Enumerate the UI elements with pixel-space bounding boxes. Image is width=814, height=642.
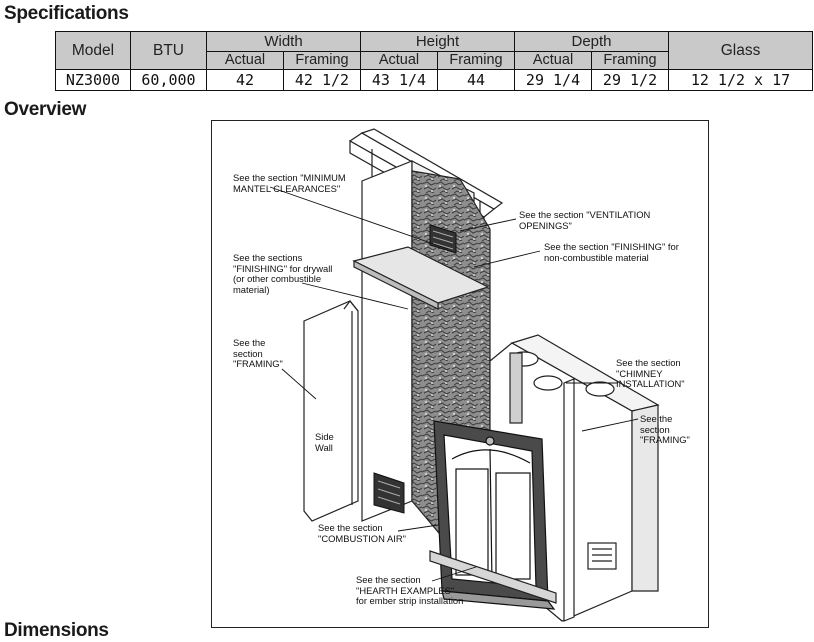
cell-height-actual: 43 1/4 bbox=[361, 70, 438, 91]
header-model: Model bbox=[56, 32, 131, 70]
subheader-height-framing: Framing bbox=[438, 52, 515, 70]
header-depth: Depth bbox=[515, 32, 669, 52]
label-chimney-installation: See the section "CHIMNEY INSTALLATION" bbox=[616, 357, 685, 390]
cell-height-framing: 44 bbox=[438, 70, 515, 91]
subheader-height-actual: Actual bbox=[361, 52, 438, 70]
header-glass: Glass bbox=[669, 32, 813, 70]
header-width: Width bbox=[207, 32, 361, 52]
side-wall-panel bbox=[304, 301, 358, 521]
label-side-wall: Side Wall bbox=[315, 431, 334, 453]
label-combustion-air: See the section "COMBUSTION AIR" bbox=[318, 522, 406, 544]
header-btu: BTU bbox=[131, 32, 207, 70]
chimney-pipe bbox=[510, 353, 522, 423]
label-mantel-clearances: See the section "MINIMUM MANTEL CLEARANCES" bbox=[233, 172, 346, 194]
subheader-depth-framing: Framing bbox=[592, 52, 669, 70]
label-framing-right: See the section "FRAMING" bbox=[640, 413, 690, 446]
cell-depth-framing: 29 1/2 bbox=[592, 70, 669, 91]
cell-btu: 60,000 bbox=[131, 70, 207, 91]
overview-heading: Overview bbox=[4, 99, 87, 120]
label-framing-left: See the section "FRAMING" bbox=[233, 337, 283, 370]
cell-depth-actual: 29 1/4 bbox=[515, 70, 592, 91]
cell-model: NZ3000 bbox=[56, 70, 131, 91]
specifications-heading: Specifications bbox=[4, 3, 129, 24]
right-framing-post bbox=[564, 379, 574, 621]
specifications-table bbox=[55, 31, 813, 91]
cell-width-framing: 42 1/2 bbox=[284, 70, 361, 91]
label-finishing-noncombustible: See the section "FINISHING" for non-combustible material bbox=[544, 241, 679, 263]
subheader-width-actual: Actual bbox=[207, 52, 284, 70]
next-section-heading-partial: Dimensions bbox=[4, 620, 109, 641]
subheader-width-framing: Framing bbox=[284, 52, 361, 70]
cell-glass: 12 1/2 x 17 bbox=[669, 70, 813, 91]
table-row bbox=[56, 70, 813, 91]
label-hearth-examples: See the section "HEARTH EXAMPLES" for ember strip installation bbox=[356, 574, 464, 607]
label-finishing-drywall: See the sections "FINISHING" for drywall (or other combustible material) bbox=[233, 252, 333, 295]
installation-overview-figure bbox=[211, 120, 709, 628]
header-height: Height bbox=[361, 32, 515, 52]
label-ventilation-openings: See the section "VENTILATION OPENINGS" bbox=[519, 209, 651, 231]
cell-width-actual: 42 bbox=[207, 70, 284, 91]
subheader-depth-actual: Actual bbox=[515, 52, 592, 70]
